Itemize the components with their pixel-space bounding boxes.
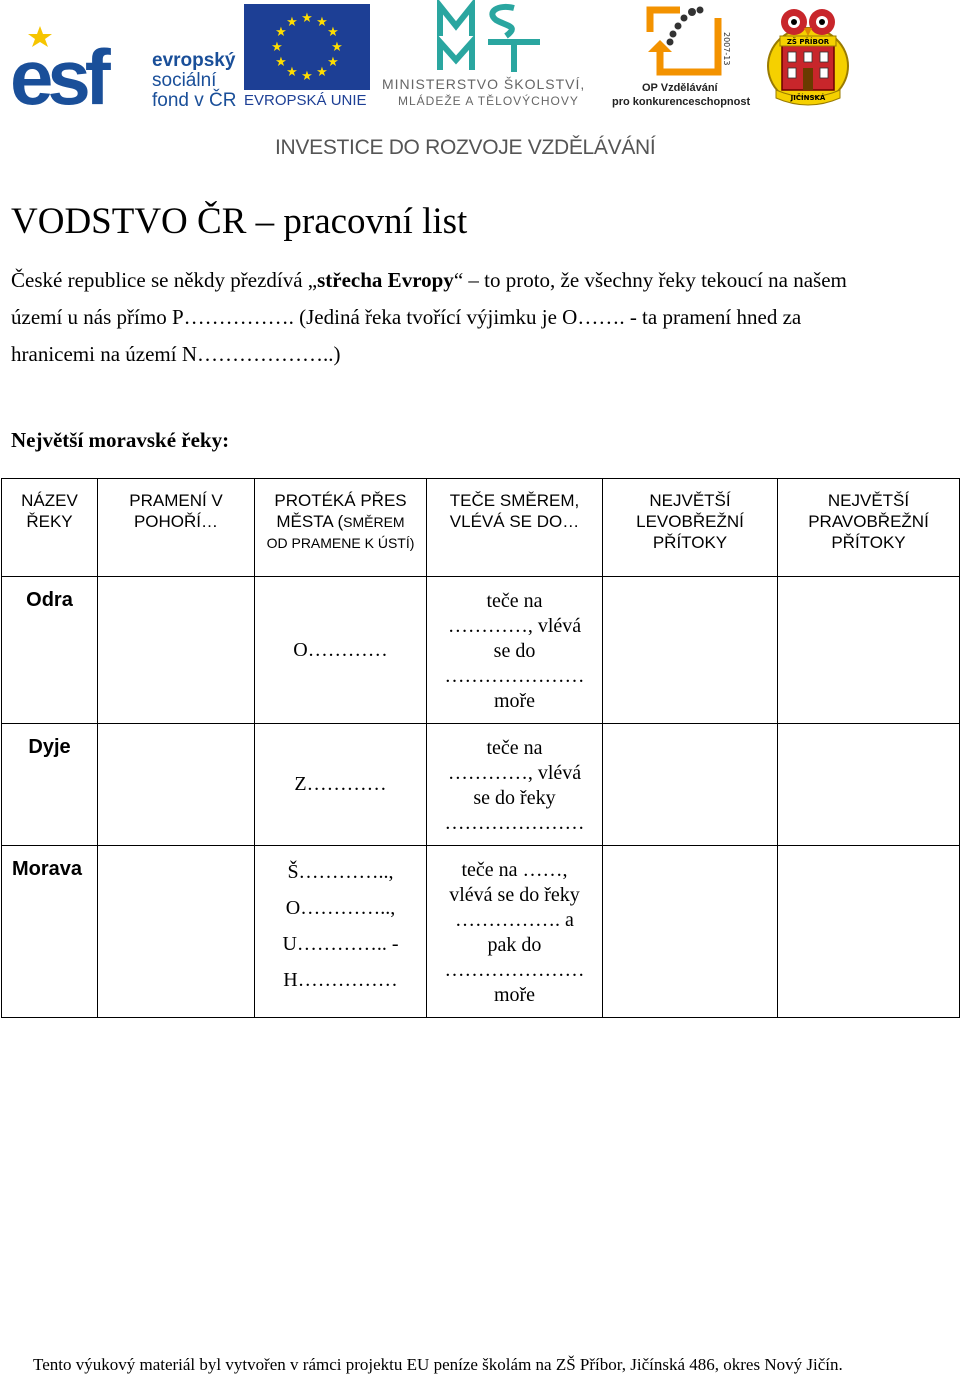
header-left-tributaries: NEJVĚTŠÍ LEVOBŘEŽNÍ PŘÍTOKY <box>603 479 778 577</box>
esf-mark-text: esf <box>10 33 105 121</box>
svg-text:★: ★ <box>275 55 287 70</box>
cities-cell[interactable] <box>255 846 427 1018</box>
eu-flag-icon <box>244 4 370 90</box>
left-tributaries-cell[interactable] <box>603 846 778 1018</box>
svg-text:★: ★ <box>316 15 328 30</box>
city-blank: O………… <box>293 638 388 661</box>
table-row <box>2 846 960 1018</box>
section-heading: Největší moravské řeky: <box>11 428 230 452</box>
opvk-line-2: pro konkurenceschopnost <box>612 96 751 108</box>
rivers-table <box>1 478 960 1018</box>
header-direction: TEČE SMĚREM, VLÉVÁ SE DO… <box>427 479 603 577</box>
svg-text:★: ★ <box>286 15 298 30</box>
opvk-mark-icon <box>640 2 730 82</box>
msmt-logo <box>382 2 604 110</box>
city-blank: Z………… <box>294 773 387 795</box>
right-tributaries-cell[interactable] <box>778 577 960 724</box>
direction-line: teče na <box>486 590 543 612</box>
river-name: Morava <box>2 846 98 1018</box>
opvk-line-1: OP Vzdělávání <box>642 82 718 94</box>
direction-line: moře <box>493 690 536 712</box>
city-blank: U………….. - <box>282 933 399 955</box>
intro-line-3: hranicemi na území N………………..) <box>11 342 341 366</box>
direction-line: teče na ……, <box>461 859 568 881</box>
direction-line: se do <box>493 640 536 662</box>
intro-line-2: území u nás přímo P……………. (Jediná řeka tvořící výjimku je O……. - ta pramení hned za <box>11 305 802 329</box>
svg-text:★: ★ <box>301 11 313 26</box>
right-tributaries-cell[interactable] <box>778 724 960 846</box>
school-logo <box>762 4 854 108</box>
source-cell[interactable] <box>98 846 255 1018</box>
intro-line-1-start: České republice se někdy přezdívá „ <box>11 268 318 292</box>
footer-note: Tento výukový materiál byl vytvořen v rámci projektu EU peníze školám na ZŠ Příbor, Jičínská 486, okres Nový Jičín. <box>33 1355 843 1374</box>
direction-line: ………………… <box>444 665 585 687</box>
svg-text:★: ★ <box>275 25 287 40</box>
direction-line: se do řeky <box>473 787 556 809</box>
esf-line-3: fond v ČR <box>152 90 237 111</box>
direction-line: …………, vlévá <box>447 762 582 784</box>
svg-text:★: ★ <box>316 65 328 80</box>
cities-cell[interactable] <box>255 724 427 846</box>
direction-line: ……………. a <box>455 909 574 931</box>
owl-school-icon <box>762 4 854 108</box>
river-name: Dyje <box>2 724 98 846</box>
header-cities <box>255 479 427 577</box>
city-blank: H…………… <box>283 969 398 991</box>
svg-text:★: ★ <box>327 55 339 70</box>
school-sign-bottom: JIČÍNSKÁ <box>790 94 826 102</box>
source-cell[interactable] <box>98 724 255 846</box>
city-blank: Š………….., <box>287 861 394 883</box>
header-cities-small-1: SMĚREM <box>343 514 405 530</box>
direction-cell[interactable] <box>427 724 603 846</box>
direction-line: ………………… <box>444 812 585 834</box>
eu-label: EVROPSKÁ UNIE <box>244 92 367 109</box>
msmt-line-1: MINISTERSTVO ŠKOLSTVÍ, <box>382 76 586 92</box>
direction-line: pak do <box>487 934 542 956</box>
direction-cell[interactable] <box>427 577 603 724</box>
direction-line: teče na <box>486 737 543 759</box>
msmt-mark-icon <box>436 2 548 74</box>
esf-logo <box>10 4 242 121</box>
esf-line-2: sociální <box>152 70 217 91</box>
direction-line: moře <box>493 984 536 1006</box>
left-tributaries-cell[interactable] <box>603 577 778 724</box>
logo-strip <box>0 0 960 120</box>
svg-text:★: ★ <box>331 40 343 55</box>
left-tributaries-cell[interactable] <box>603 724 778 846</box>
svg-text:★: ★ <box>271 40 283 55</box>
cities-cell[interactable] <box>255 577 427 724</box>
school-sign-top: ZŠ PŘÍBOR <box>786 38 830 46</box>
header-right-tributaries: NEJVĚTŠÍ PRAVOBŘEŽNÍ PŘÍTOKY <box>778 479 960 577</box>
river-name: Odra <box>2 577 98 724</box>
table-row <box>2 577 960 724</box>
right-tributaries-cell[interactable] <box>778 846 960 1018</box>
svg-text:★: ★ <box>286 65 298 80</box>
esf-line-1: evropský <box>152 50 236 71</box>
header-source: PRAMENÍ V POHOŘÍ… <box>98 479 255 577</box>
city-blank: O………….., <box>285 897 396 919</box>
opvk-years: 2007-13 <box>722 32 731 66</box>
intro-line-1-end: “ – to proto, že všechny řeky tekoucí na našem <box>453 268 847 292</box>
intro-bold-phrase: střecha Evropy <box>317 268 454 292</box>
svg-text:★: ★ <box>301 69 313 84</box>
header-cities-small-2: OD PRAMENE K ÚSTÍ) <box>266 535 415 551</box>
table-row <box>2 724 960 846</box>
direction-line: …………, vlévá <box>447 615 582 637</box>
opvk-logo <box>610 2 758 110</box>
direction-cell[interactable] <box>427 846 603 1018</box>
source-cell[interactable] <box>98 577 255 724</box>
msmt-line-2: MLÁDEŽE A TĚLOVÝCHOVY <box>398 94 579 108</box>
header-cities-main: PROTÉKÁ PŘES MĚSTA ( <box>274 491 407 531</box>
header-name: NÁZEV ŘEKY <box>2 479 98 577</box>
direction-line: ………………… <box>444 959 585 981</box>
table-header-row <box>2 479 960 577</box>
direction-line: vlévá se do řeky <box>449 884 580 906</box>
intro-line-1 <box>11 262 911 299</box>
eu-logo <box>244 4 372 108</box>
investice-slogan: INVESTICE DO ROZVOJE VZDĚLÁVÁNÍ <box>275 136 656 159</box>
intro-paragraph <box>11 262 911 373</box>
esf-logo-mark <box>10 24 138 121</box>
svg-text:★: ★ <box>327 25 339 40</box>
page-title: VODSTVO ČR – pracovní list <box>11 201 468 242</box>
